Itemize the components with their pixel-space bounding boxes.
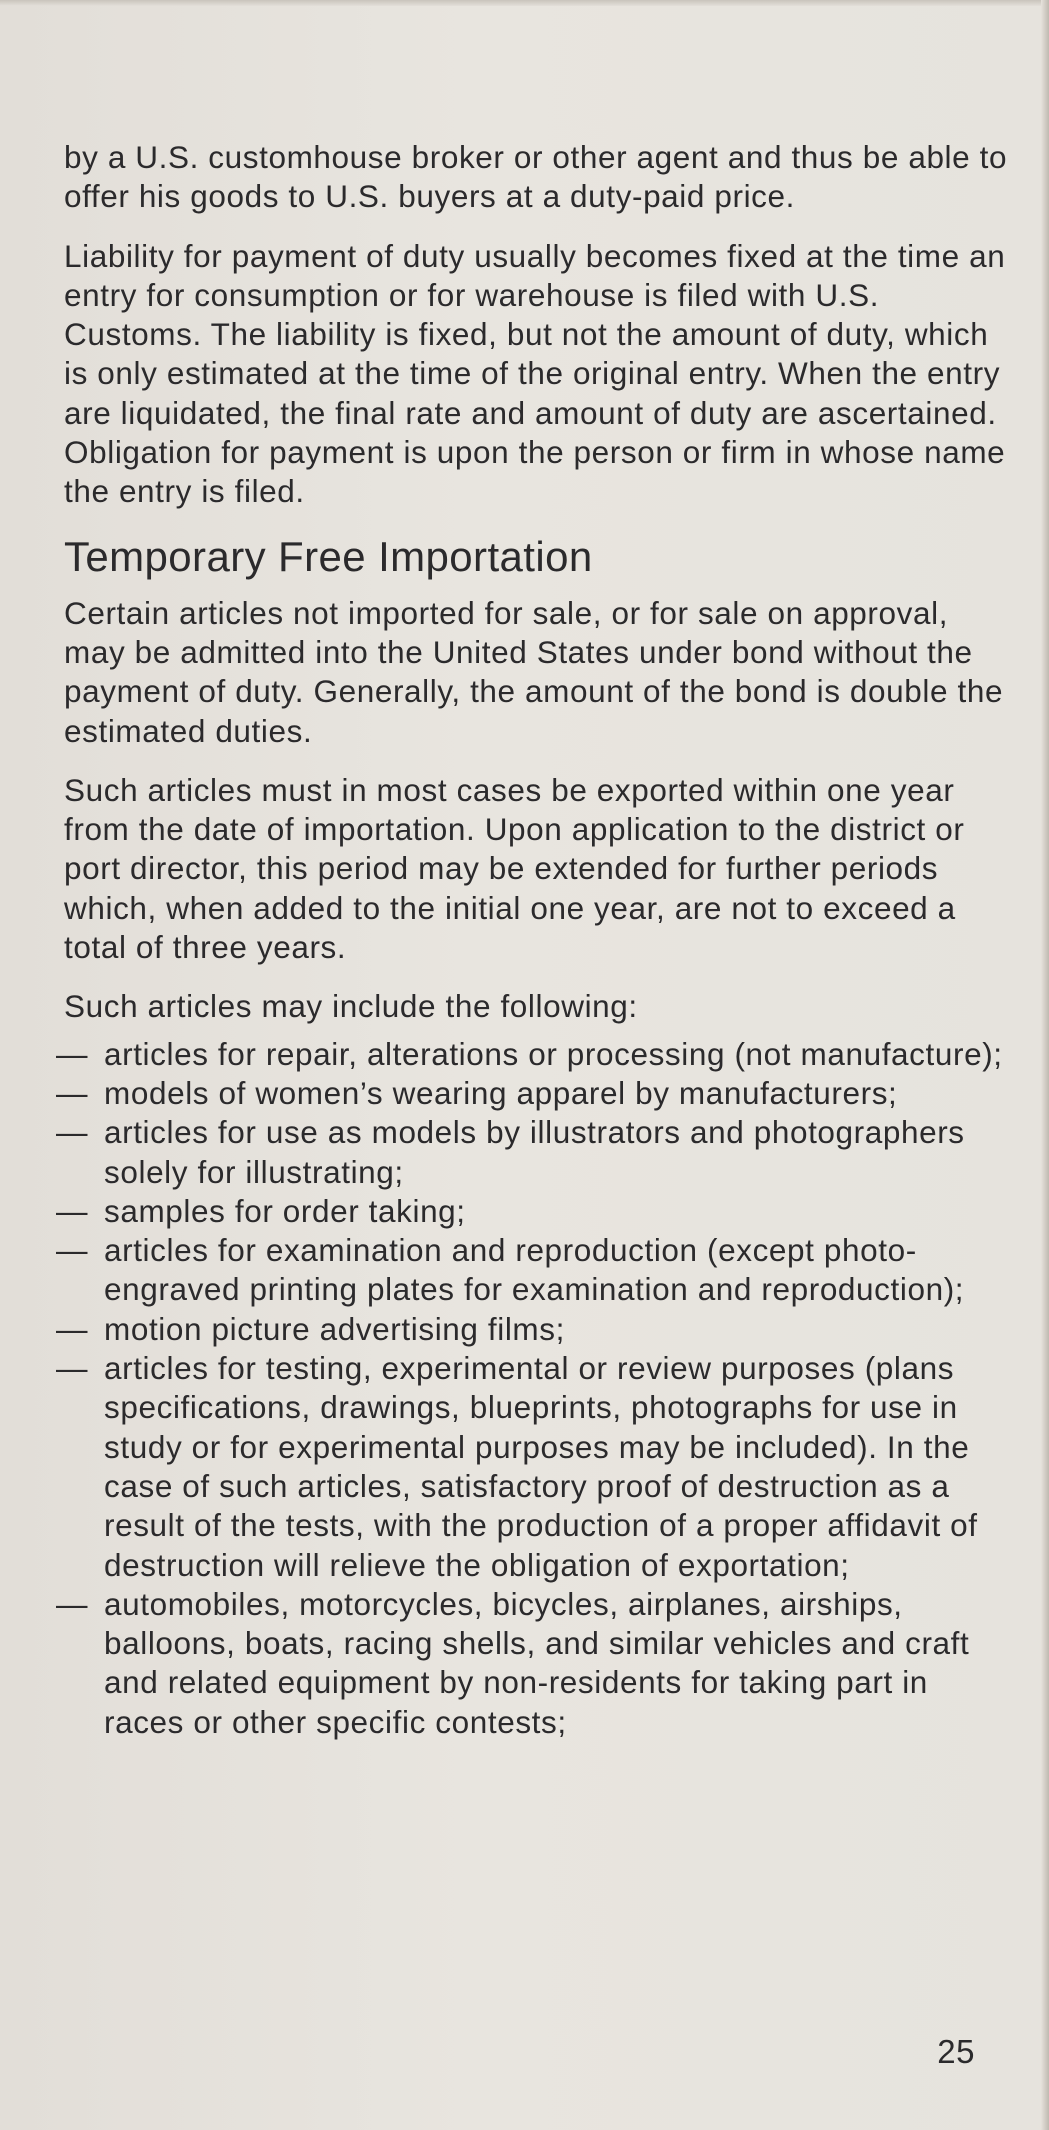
list-dash: —	[56, 1350, 89, 1387]
list-item	[56, 1349, 1014, 1585]
list-item	[56, 1231, 1014, 1310]
list-item	[56, 1074, 1014, 1113]
list-dash: —	[56, 1232, 89, 1269]
list-item	[56, 1585, 1014, 1742]
list-item-text: articles for testing, experimental or review purposes (plans specifications, drawings, blueprints, photographs for use in study or for experimental purposes may be included). In the case of such articles, satisfactory proof of destruction as a result of the tests, with the production of a proper affidavit of destruction will relieve the obligation of exportation;	[104, 1350, 978, 1583]
page-top-edge	[0, 0, 1049, 6]
list-item-text: automobiles, motorcycles, bicycles, airplanes, airships, balloons, boats, racing shells, and similar vehicles and craft and related equipment by non-residents for taking part in races or other specific contests;	[104, 1585, 970, 1740]
page-number: 25	[937, 2033, 975, 2070]
list-dash: —	[56, 1074, 89, 1111]
paragraph-liability: Liability for payment of duty usually becomes fixed at the time an entry for consumption or for warehouse is filed with U.S. Customs. The liability is fixed, but not the amount of duty, which is only estimated at the time of the original entry. When the entry are liquidated, the final rate and amount of duty are ascertained. Obligation for payment is upon the person or firm in whose name the entry is filed.	[64, 237, 1006, 510]
list-item	[56, 1310, 1014, 1349]
list-item-text: models of women’s wearing apparel by manufacturers;	[104, 1074, 898, 1111]
section-heading: Temporary Free Importation	[64, 532, 593, 580]
list-item	[56, 1113, 1014, 1192]
list-intro: Such articles may include the following:	[64, 988, 638, 1025]
list-item-text: articles for examination and reproduction (except photo-engraved printing plates for examination and reproduction);	[104, 1232, 965, 1308]
article-list	[56, 1035, 1014, 1742]
list-dash: —	[56, 1585, 89, 1622]
page-right-edge	[1041, 0, 1049, 2130]
list-dash: —	[56, 1310, 89, 1347]
list-dash: —	[56, 1035, 89, 1072]
list-item-text: articles for repair, alterations or processing (not manufacture);	[104, 1035, 1003, 1072]
page-content	[56, 138, 1014, 1742]
list-item-text: articles for use as models by illustrators and photographers solely for illustrating;	[104, 1114, 965, 1190]
list-item	[56, 1035, 1014, 1074]
list-item-text: samples for order taking;	[104, 1192, 466, 1229]
paragraph-continuation: by a U.S. customhouse broker or other agent and thus be able to offer his goods to U.S. buyers at a duty-paid price.	[64, 139, 1008, 215]
paragraph-export-period: Such articles must in most cases be exported within one year from the date of importation. Upon application to the district or port director, this period may be extended for further periods which, when added to the initial one year, are not to exceed a total of three years.	[64, 771, 965, 966]
list-item	[56, 1192, 1014, 1231]
list-dash: —	[56, 1192, 89, 1229]
paragraph-bond: Certain articles not imported for sale, or for sale on approval, may be admitted into the United States under bond without the payment of duty. Generally, the amount of the bond is double the estimated duties.	[64, 594, 1004, 749]
list-item-text: motion picture advertising films;	[104, 1310, 565, 1347]
list-dash: —	[56, 1114, 89, 1151]
